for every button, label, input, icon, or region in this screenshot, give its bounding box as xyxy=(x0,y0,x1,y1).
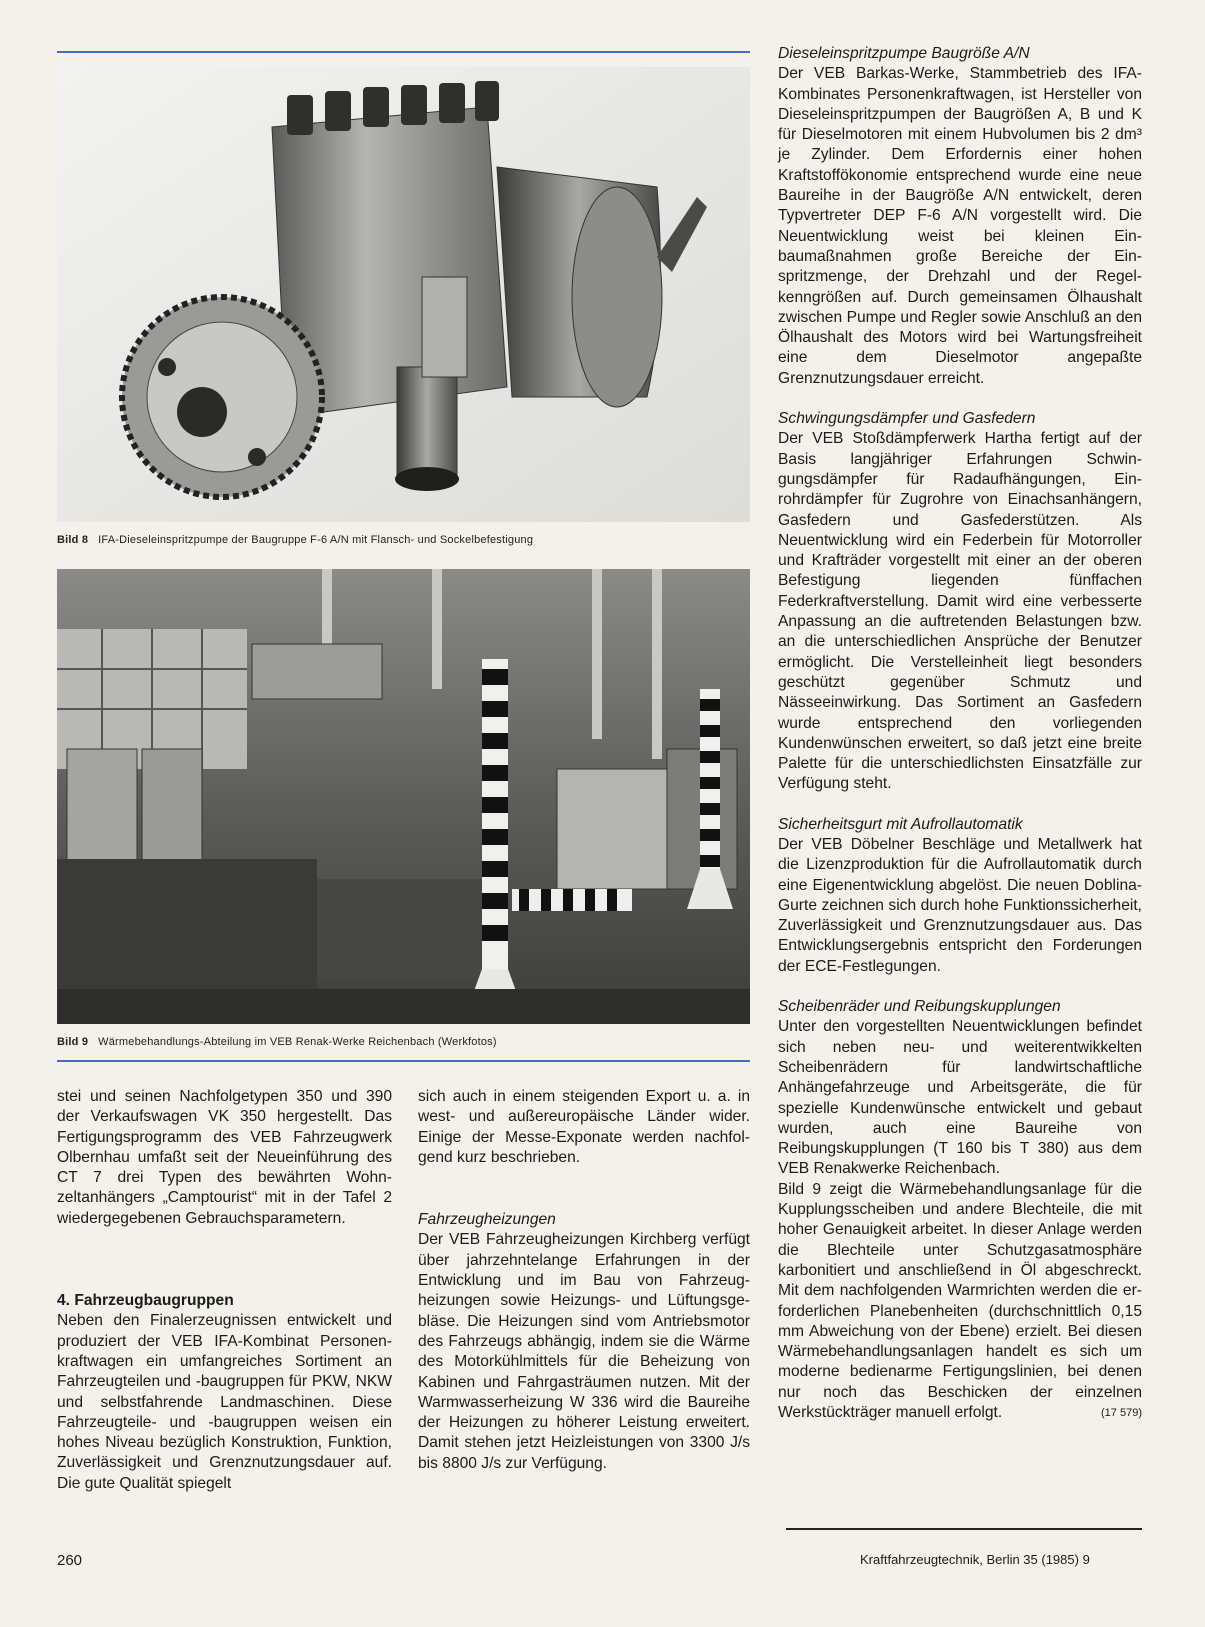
right-column xyxy=(778,44,1142,1423)
section-heading-diesel-pump: Dieseleinspritzpumpe Baugröße A/N xyxy=(778,45,1030,62)
figure-8-photo xyxy=(57,67,750,522)
section-title-fahrzeugbaugruppen: 4. Fahrzeugbaugruppen xyxy=(57,1292,234,1310)
figure-9-photo xyxy=(57,569,750,1024)
paragraph-heat-treatment-text: Bild 9 zeigt die Wärmebehandlungsanlage für die Kupplungsscheiben und andere Blechteile, die mit hoher Genauigkeit arbeitet. In dieser Anlage werden die Blechteile unter Schutzgasatmosphäre karbonitiert und anschließend in Öl abgeschreckt. Mit dem nachfolgenden Warmrichten werden die erforderlichen Planebenheiten (durchschnittlich 0,15 mm Abweichung von der Ebene) erzielt. Bei diesen Wärmebehandlungsanlagen handelt es sich um moderne bedienarme Fertigungslinien, bei denen nur noch das Beschicken der einzelnen Werkstückträger manuell erfolgt. xyxy=(778,1180,1142,1421)
figure-8-caption xyxy=(57,534,750,546)
paragraph-shock-absorbers: Der VEB Stoßdämpferwerk Hartha fertigt auf der Basis langjähriger Erfahrungen Schwingungsdämpfer für Radaufhängungen, Einrohrdämpfer für Zugrohre von Einachsanhängern, Gasfedern und Gasfederstützen. Als Neuentwicklung wird ein Federbein für Motorroller und Krafträder vorgestellt mit einer an der oberen Befestigung liegenden fünffachen Federkraftverstellung. Damit wird eine verbesserte Anpassung an die auftretenden Belastungen bzw. an die unterschiedlichen Ansprüche der Benutzer ermöglicht. Die Verstelleinheit liegt besonders geschützt gegenüber Schmutz und Nässeeinwirkung. Das Sortiment an Gasfedern wurde entsprechend den vorliegenden Kundenwünschen erweitert, so daß jetzt eine breite Palette für die unterschiedlichsten Einsatzfälle zur Verfügung steht. xyxy=(778,430,1142,793)
paragraph-olbernhau: stei und seinen Nachfolgetypen 350 und 390 der Verkaufswagen VK 350 hergestellt. Das Fertigungsprogramm des VEB Fahrzeugwerk Olbernhau umfaßt seit der Neueinführung des CT 7 drei Typen des bewährten Wohnzeltanhängers „Camptourist“ mit in der Tafel 2 wiedergegebenen Gebrauchsparametern. xyxy=(57,1088,392,1227)
paragraph-heat-treatment xyxy=(778,1180,1142,1424)
paragraph-export: sich auch in einem steigenden Export u. a. in west- und außereuropäische Länder wider. Einige der Messe-Exponate werden nachfolgend kurz beschrieben. xyxy=(418,1088,750,1166)
footer-rule xyxy=(786,1528,1142,1530)
middle-column xyxy=(418,1087,750,1474)
section-heading-shock-absorbers: Schwingungsdämpfer und Gasfedern xyxy=(778,410,1036,428)
section-heading-disc-wheels: Scheibenräder und Reibungskupplungen xyxy=(778,998,1061,1016)
left-column xyxy=(57,1087,392,1494)
journal-citation: Kraftfahrzeugtechnik, Berlin 35 (1985) 9 xyxy=(860,1552,1090,1567)
paragraph-vehicle-heaters: Der VEB Fahrzeugheizungen Kirchberg verfügt über jahrzehntelange Erfahrungen in der Entwicklung und im Bau von Fahrzeugheizungen sowie Heizungs- und Lüftungsgebläse. Die Heizungen sind vom Antriebsmotor des Fahrzeugs abhängig, indem sie die Wärme des Motorkühlmittels für die Beheizung von Kabinen und Fahrgasträumen nutzen. Mit der Warmwasserheizung W 336 wird die Baureihe der Heizungen zu höherer Leistung erweitert. Damit stehen jetzt Heizleistungen von 3300 J/s bis 8800 J/s zur Verfügung. xyxy=(418,1231,750,1472)
top-rule xyxy=(57,51,750,53)
figures-bottom-rule xyxy=(57,1060,750,1062)
figure-9-caption-text: Wärmebehandlungs-Abteilung im VEB Renak-Werke Reichenbach (Werkfotos) xyxy=(98,1036,497,1048)
paragraph-fahrzeugbaugruppen: Neben den Finalerzeugnissen entwickelt und produziert der VEB IFA-Kombinat Personenkraftwagen ein umfangreiches Sortiment an Fahrzeugteilen und -baugruppen für PKW, NKW und selbstfahrende Landmaschinen. Diese Fahrzeugteile- und -baugruppen weisen ein hohes Niveau bezüglich Konstruktion, Funktion, Zuverlässigkeit und Grenznutzungsdauer auf. Die gute Qualität spiegelt xyxy=(57,1312,392,1492)
section-heading-seat-belt: Sicherheitsgurt mit Aufrollautomatik xyxy=(778,815,1023,833)
article-reference-number: (17 579) xyxy=(1101,1407,1142,1419)
paragraph-seat-belt: Der VEB Döbelner Beschläge und Metallwerk hat die Lizenzproduktion für die Aufrollautomatik durch eine Eigenentwicklung abgelöst. Die neuen Doblina-Gurte zeichnen sich durch hohe Funktionssicherheit, Zuverlässigkeit und Grenznutzungsdauer aus. Das Entwicklungsergebnis entspricht den Forderungen der ECE-Festlegungen. xyxy=(778,835,1142,975)
paragraph-disc-wheels: Unter den vorgestellten Neuentwicklungen befindet sich neben neu- und weiterentwikkelten Scheibenrädern für landwirtschaftliche Anhängefahrzeuge und Arbeitsgeräte, die für spezielle Kundenwünsche entwickelt und gebaut wurden, auch eine Baureihe von Reibungskupplungen (T 160 bis T 380) aus dem VEB Renakwerke Reichenbach. xyxy=(778,1018,1142,1178)
figure-8-label: Bild 8 xyxy=(57,534,89,546)
figure-9-caption xyxy=(57,1036,750,1048)
figure-8-caption-text: IFA-Dieseleinspritzpumpe der Baugruppe F-6 A/N mit Flansch- und Sockelbefestigung xyxy=(98,534,534,546)
figure-9-label: Bild 9 xyxy=(57,1036,89,1048)
page-number: 260 xyxy=(57,1552,83,1569)
section-heading-vehicle-heaters: Fahrzeugheizungen xyxy=(418,1211,556,1229)
paragraph-diesel-pump: Der VEB Barkas-Werke, Stammbetrieb des IFA-Kombinates Personenkraftwagen, ist Hersteller von Dieseleinspritzpumpen der Baugrößen A, B und K für Dieselmotoren mit einem Hubvolumen bis 2 dm³ je Zylinder. Dem Erfordernis einer hohen Kraftstoffökonomie entsprechend wurde eine neue Baureihe in der Baugröße A/N entwickelt, deren Typvertreter DEP F-6 A/N vorgestellt wird. Die Neuentwicklung weist bei kleinen Einbaumaßnahmen große Bereiche der Einspritzmenge, der Drehzahl und der Regelkenngrößen auf. Durch gemeinsamen Ölhaushalt zwischen Pumpe und Regler sowie Anschluß an den Ölhaushalt des Motors wird bei Wartungsfreiheit eine dem Dieselmotor angepaßte Grenznutzungsdauer erreicht. xyxy=(778,65,1142,387)
